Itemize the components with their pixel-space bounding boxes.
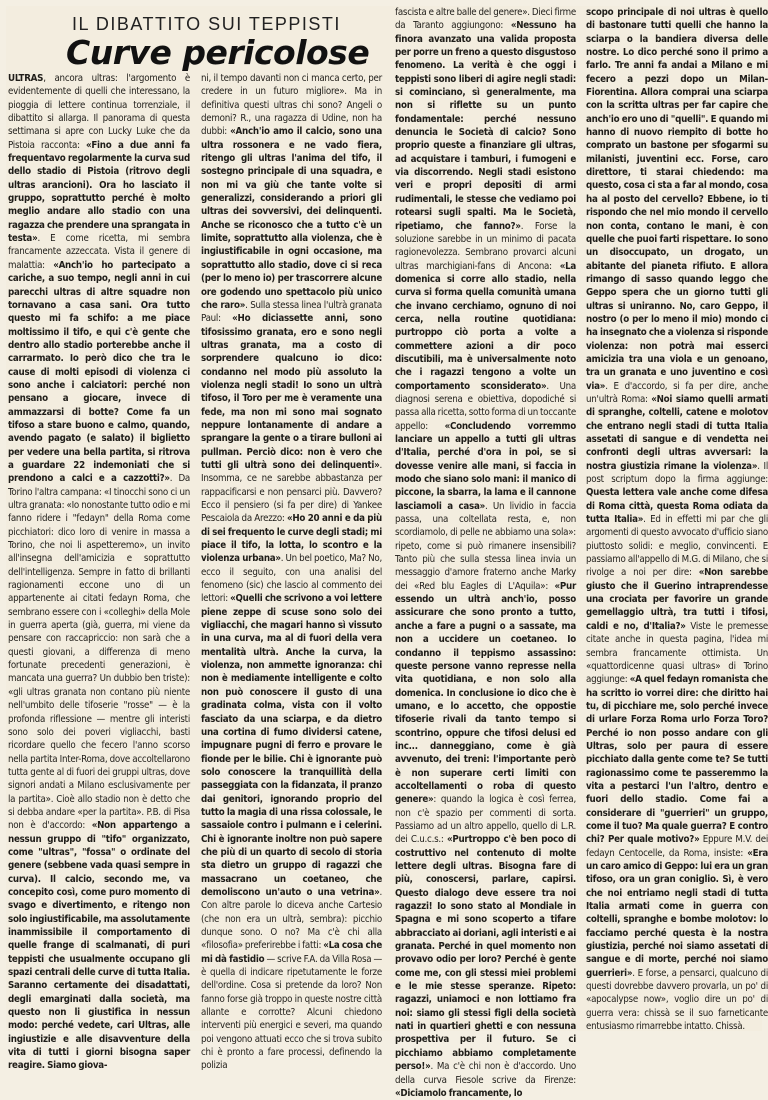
magazine-page bbox=[6, 6, 768, 1099]
article-column-4 bbox=[586, 6, 768, 1040]
section-kicker: IL DIBATTITO SUI TEPPISTI bbox=[72, 14, 341, 34]
column-text: ULTRAS, ancora ultras: l'argomento è evidentemente di quelli che interessano, la pioggia di lettere continua torrenziale, il dibattito si allarga. Il panorama di questa settimana si apre con Lucky Luke che da Pistoia racconta: «Fino a due anni fa frequentavo regolarmente la curva sud dello stadio di Pistoia (ritrovo degli ultras arancioni). Ora ho lasciato il gruppo, soprattutto perché è molto meglio andare allo stadio con una ragazza che prendere una sprangata in testa». E come ricetta, mi sembra francamente azzeccata. Vista il genere di malattia: «Anch'io ho partecipato a cariche, a suo tempo, negli anni in cui parecchi ultras di altre squadre non tornavano a casa sani. Ora tutto questo mi fa schifo: a me piace moltissimo il tifo, e qui c'è gente che dentro allo stadio porterebbe anche il carrarmato. Io però dico che tra le cause di molti episodi di violenza ci sono anche i calciatori: perché non pensano a giocare, invece di ammazzarsi di botte? Come fa un tifoso a stare buono e calmo, quando, avendo pagato (e salato) il biglietto per vedere una bella partita, si ritrova a guardare 22 indemoniati che si prendono a calci e a cazzotti?». Da Torino l'altra campana: «I tinocchi sono ci un ultra granata: «Io nonostante tutto odio e mi fanno ridere i "fedayn" della Roma come picchiatori: dico loro di venire in massa a Torino, che noi li aspetteremo», un invito all'insegna dell'amicizia e soprattutto dell'intelligenza. Sempre in fatto di brillanti ragionamenti eccone uno di un appartenente ai citati fedayn Roma, che sembrano essere con i «colleghi» della Mole in guerra aperta (già, guerra, mi viene da pensare con raccapriccio: non sarà che a questi giovani, a differenza di meno fortunate precedenti generazioni, è mancata una guerra? Un dubbio ben triste): «gli ultras granata non contano più niente nell'umbito delle tifoserie "rosse" — è la profonda riflessione — mentre gli interisti sono solo dei poveri vigliacchi, basti ricordare quello che fecero l'anno scorso nella partita Inter-Roma, dove accoltellarono tutta gente al di fuori dei gruppi ultras, dove signori andati a Milano esclusivamente per la partita». Cioè allo stadio non è detto che si debba andare «per la partita». P.B. di Pisa non è d'accordo: «Non appartengo a nessun gruppo di "tifo" organizzato, come "ultras", "fossa" o ordinate del genere (sebbene vada quasi sempre in curva). Il calcio, secondo me, va concepito così, come puro momento di svago e divertimento, e ritengo non solo ingiustificabile, ma assolutamente inammissibile il comportamento di quelle frange di scalmanati, di puri teppisti che usualmente occupano gli spazi centrali delle curve di tutta Italia. Saranno certamente dei disadattati, degli emarginati dalla società, ma questo non li giustifica in nessun modo: perché vedete, cari Ultras, alle ingiustizie e alle disavventure della vita di tutti i giorni bisogna saper reagire. Siamo giova- bbox=[8, 73, 191, 1072]
column-text: ni, il tempo davanti non ci manca certo, per credere in un futuro migliore». Ma in definitiva questi ultras chi sono? Angeli o demoni? R., una ragazza di Udine, non ha dubbi: «Anch'io amo il calcio, sono una ultra rossonera e ne vado fiera, ritengo gli ultras l'anima del tifo, il sostegno principale di una squadra, e non mi va giù che tante volte si generalizzi, considerando a priori gli ultras dei sovversivi, dei delinquenti. Anche se riconosco che a tutto c'è un limite, soprattutto alla violenza, che è ingiustificabile in ogni occasione, ma soprattutto allo stadio, dove ci si reca (per lo meno io) per trascorrere alcune ore godendo uno spettacolo più unico che raro». Sulla stessa linea l'ultrà granata Paul: «Ho diciassette anni, sono tifosissimo granata, ero e sono negli ultras granata, ma a costo di sorprendere qualcuno io dico: condanno nel modo più assoluto la violenza negli stadi! Io sono un ultrà tifoso, il Toro per me è veramente una fede, ma non mi sono mai sognato neppure lontanamente di andare a sprangare la gente o a tirare bulloni ai pullman. Perciò dico: non è vero che tutti gli ultrà sono dei delinquenti». Insomma, ce ne sarebbe abbastanza per rappacificarsi e non pensarci più. Davvero? Ecco il pensiero (si fa per dire) di Yankee Pescaiola da Arezzo: «Ho 20 anni e da più di sei frequento le curve degli stadi; mi piace il tifo, la lotta, lo scontro e la violenza urbana». Un bel poetico, Ma? No, ecco il seguito, con una analisi del fenomeno (sic) che lascio al commento dei lettori: «Quelli che scrivono a voi lettere piene zeppe di scuse sono solo dei vigliacchi, che magari hanno sì vissuto in una curva, ma al di fuori della vera mentalità ultrà. Anche la curva, la violenza, non ammette ignoranza: chi non è mediamente intelligente e colto non può conoscere il gusto di una gradinata colma, vista con il volto fasciato da una sciarpa, e da dietro una cortina di fumo dividersi catene, impugnare pugni di ferro e provare le fionde per le bilie. Chi è ignorante può solo conoscere la tranquillità della passeggiata con la fidanzata, il pranzo dai genitori, ignorando proprio del tutto la magia di una rissa colossale, le sassaiole contro i pulmann e i celerini. Chi è ignorante inoltre non può sapere che più di un quarto di secolo di storia sta dietro un gruppo di ragazzi che massacrano un coetaneo, che demoliscono un'auto o una vetrina». Con altre parole lo diceva anche Cartesio (che non era un ultrà, sembra): picchio dunque sono. O no? Ma c'è chi alla «filosofia» preferirebbe i fatti: «La cosa che mi dà fastidio — scrive F.A. da Villa Rosa — è quella di indicare ripetutamente le forze dell'ordine. Cosa si pretende da loro? Non fanno forse già troppo in queste nostre città allante e corrotte? Alcuni chiedono interventi più energici e severi, ma quando poi vengono attuati ecco che si trova subito chi è pronto a fare processi, definendo la polizia bbox=[201, 73, 383, 1072]
column-text: fascista e altre balle del genere». Dieci firme da Taranto aggiungono: «Nessuno ha finora avanzato una valida proposta per porre un freno a questo disgustoso fenomeno. La verità è che oggi i teppisti sono liberi di agire negli stadi: si cominciano, sì generalmente, ma non si riflette su un punto fondamentale: perché nessuno denuncia le Società di calcio? Sono proprio queste a finanziare gli ultras, ad acquistare i tamburi, i fumogeni e via discorrendo. Negli stadi esistono veri e propri depositi di armi rudimentali, le stesse che vediamo poi rotearsi sugli spalti. Ma le Società, ripetiamo, che fanno?». Forse la soluzione sarebbe in un minimo di pacata ragionevolezza. Sembrano provarci alcuni ultras marchigiani-fans di Ancona: «La domenica si corre allo stadio, nella curva si forma quella comunità umana che invano cerchiamo, ognuno di noi cerca, nella routine quotidiana: purtroppo ciò porta a volte a commettere azioni a dir poco discutibili, ma è universalmente noto che i ragazzi tengono a volte un comportamento sconsiderato». Una diagnosi serena e obiettiva, dopodiché si passa alla ricetta, sotto forma di un toccante appello: «Concludendo vorremmo lanciare un appello a tutti gli ultras d'Italia, perché d'ora in poi, se si dovesse venire alle mani, si faccia in modo che siano solo mani: il manico di piccone, la sbarra, la lama e il cannone lasciamoli a casa». Un lividio in faccia passa, una coltellata resta, e, non scordiamolo, di pelle ne abbiamo una sola»: ripeto, come si può rimanere insensibili? Tanto più che sulla stessa linea invia un messaggio d'amore fraterno anche Marky dei «Red blu Eagles di L'Aquila»: «Pur essendo un ultrà anch'io, posso assicurare che sono pronto a tutto, anche a fare a pugni o a sassate, ma non a uccidere un coetaneo. Io condanno il teppismo assassino: queste persone vanno represse nella vita quotidiana, e non solo alla domenica. In conclusione io dico che è umano, e lo accetto, che oppostie tifoserie rivali da tanto tempo si scontrino, oppure che tifosi delusi ed inc... danneggiano, come è già avvenuto, dei treni: l'importante però è non superare certi limiti con accoltellamenti o roba di questo genere»: quando la logica è così ferrea, non c'è spazio per commenti di sorta. Passiamo ad un altro appello, quello di L.R. dei C.u.c.s.: «Purtroppo c'è ben poco di costruttivo nel contenuto di molte lettere degli ultras. Bisogna fare di più, conoscersi, parlare, capirsi. Questo dialogo deve essere tra noi ragazzi! Io sono stato al Mondiale in Spagna e mi sono scoperto a tifare abbracciato ai doriani, agli interisti e ai granata. Perché in quel momento non provavo odio per loro? Perché è gente come me, con gli stessi miei problemi e le mie stesse speranze. Ripeto: ragazzi, uniamoci e non lottiamo fra noi: siamo gli stessi figli della società nati in quartieri ghetti e con nessuna prospettiva per il futuro. Se ci picchiamo abbiamo completamente perso!». Ma c'è chi non è d'accordo. Uno della curva Fiesole scrive da Firenze: «Diciamolo francamente, lo bbox=[395, 7, 577, 1099]
column-text: scopo principale di noi ultras è quello di bastonare tutti quelli che hanno la sciarpa o la bandiera diversa delle nostre. Lo dico perché sono il primo a farlo. Tre anni fa andai a Milano e mi fecero a pezzi dopo un Milan-Fiorentina. Allora comprai una sciarpa con la scritta ultras per far capire che anch'io ero uno di "quelli". E quando mi hanno di nuovo riempito di botte ho comprato un bastone per sfogarmi su milanisti, juventini ecc. Forse, caro direttore, ti starai chiedendo: ma questo, cosa ci sta a far al mondo, cosa ha al posto del cervello? Ebbene, io ti rispondo che nel mio mondo il cervello non conta, contano le mani, è con quelle che puoi farti rispettare. Io sono un disoccupato, un drogato, un abitante del pianeta rifiuto. E allora rimango di sasso quando leggo che Geppo spera che un giorno tutti gli ultras si uniranno. No, caro Geppo, il nostro (o per lo meno il mio) mondo ci ha insegnato che a violenza si risponde violenza: non potrà mai esserci amicizia tra una viola e un genoano, tra un granata e uno juventino e così via». E d'accordo, si fa per dire, anche un'ultrà Roma: «Noi siamo quelli armati di spranghe, coltelli, catene e molotov che entrano negli stadi di tutta Italia assetati di sangue e di vendetta nei confronti degli ultras avversari: la nostra giustizia rimane la violenza». Il post scriptum dopo la firma aggiunge: Questa lettera vale anche come difesa di Roma città, questa Roma odiata da tutta Italia». Ed in effetti mi par che gli argomenti di questo avvocato d'ufficio siano piuttosto solidi: e meglio, convincenti. E passiamo all'appello di M.G. di Milano, che si rivolge a noi per dire: «Non sarebbe giusto che il Guerino intraprendesse una crociata per favorire un grande gemellaggio ultrà, tra tutti i tifosi, caldi e no, d'Italia?» Viste le premesse citate anche in questa pagina, l'idea mi sembra francamente ottimista. Un «quattordicenne quasi ultras» di Torino aggiunge: «A quel fedayn romanista che ha scritto io vorrei dire: che diritto hai tu, di picchiare me, solo perché invece di urlare Forza Roma urlo Forza Toro? Perché io non posso andare con gli Ultras, solo per paura di essere picchiato dalla gente come te? Se tutti ragionassimo come te passeremmo la vita a pestarci l'un l'altro, dentro e fuori dello stadio. Come fai a considerare di "guerrieri" un gruppo, come il tuo? Ma quale guerra? E contro chi? Per quale motivo?» Eppure M.V. dei fedayn Centocelle, da Roma, insiste: «Era un caro amico di Geppo: lui era un gran tifoso, ora un gran coniglio. Sì, è vero che noi entriamo negli stadi di tutta Italia armati come in guerra con coltelli, spranghe e bombe molotov: lo facciamo perché questa è la nostra giustizia, perché noi siamo assetati di sangue e di morte, perché noi siamo guerrieri». E forse, a pensarci, qualcuno di questi dovrebbe davvero provarla, un po' di «apocalypse now», voglio dire un po' di guerra vera: chissà se il suo farneticante entusiasmo rimarrebbe intatto. Chissà. bbox=[586, 7, 768, 1033]
article-column-1 bbox=[8, 72, 191, 1072]
article-headline: Curve pericolose bbox=[66, 33, 370, 72]
article-column-2 bbox=[201, 72, 383, 1072]
article-column-3 bbox=[395, 6, 577, 1099]
